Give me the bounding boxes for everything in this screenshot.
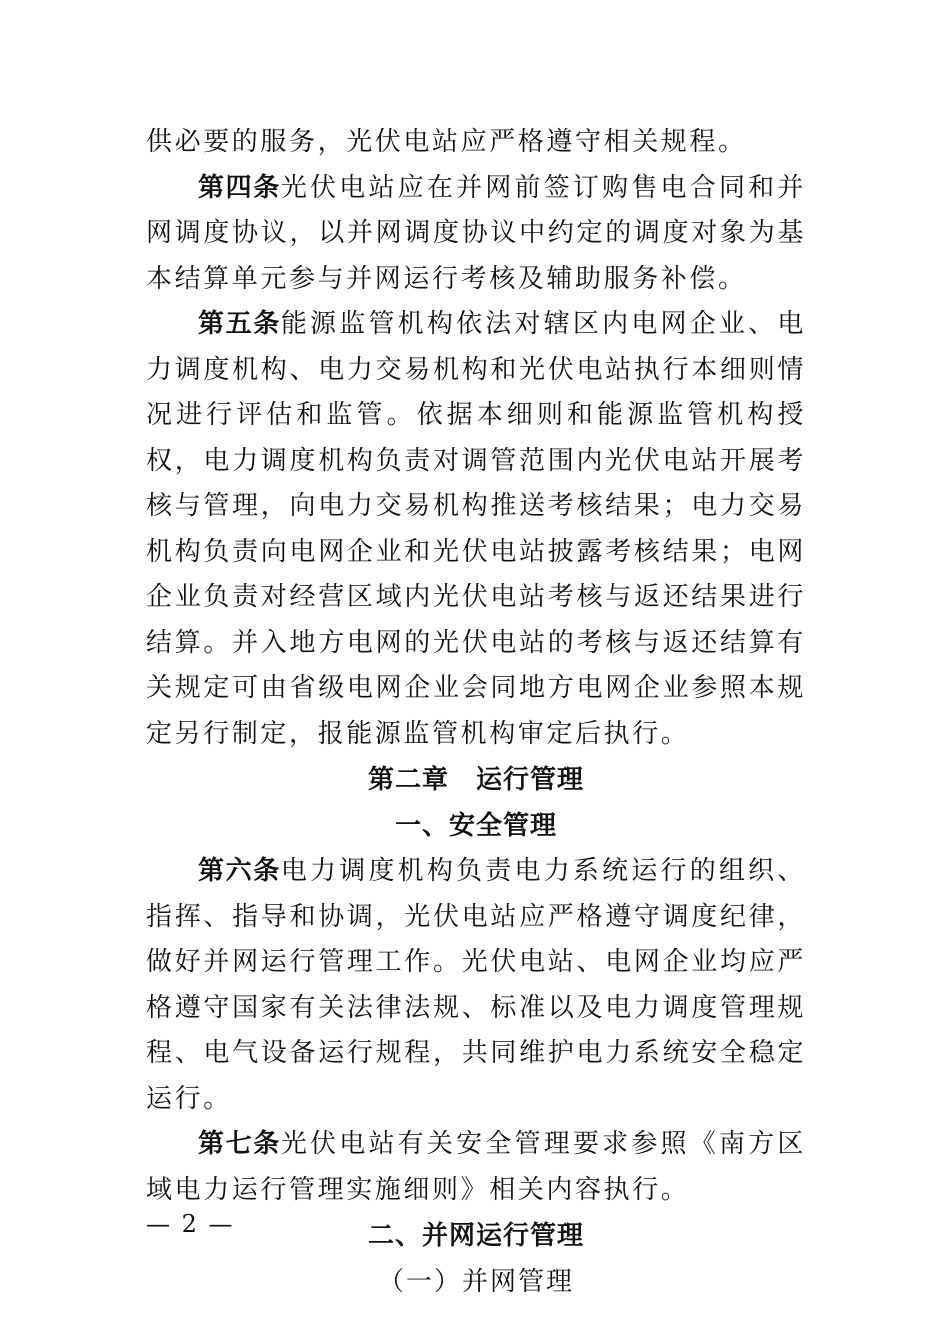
article-7: [146, 1122, 806, 1213]
article-6: [146, 849, 806, 1122]
article-5-lead: 第五条: [198, 309, 281, 339]
article-4-lead: 第四条: [198, 172, 281, 203]
article-7-lead: 第七条: [198, 1129, 281, 1159]
article-6-lead: 第六条: [198, 856, 281, 886]
article-6-text: 电力调度机构负责电力系统运行的组织、指挥、指导和协调，光伏电站应严格遵守调度纪律，做好并网运行管理工作。光伏电站、电网企业均应严格遵守国家有关法律法规、标准以及电力调度管理规程、电气设备运行规程，共同维护电力系统安全稳定运行。: [146, 856, 806, 1114]
section-heading-safety: 一、安全管理: [394, 811, 557, 841]
article-4-text: 光伏电站应在并网前签订购售电合同和并网调度协议，以并网调度协议中约定的调度对象为基本结算单元参与并网运行考核及辅助服务补偿。: [146, 172, 806, 294]
section-heading-grid-operation: 二、并网运行管理: [367, 1221, 584, 1251]
document-page: [146, 120, 806, 1305]
chapter-heading: 第二章 运行管理: [367, 765, 584, 795]
article-5: [146, 302, 806, 757]
paragraph-continuation: 供必要的服务，光伏电站应严格遵守相关规程。: [146, 127, 747, 157]
article-5-text: 能源监管机构依法对辖区内电网企业、电力调度机构、电力交易机构和光伏电站执行本细则情况进行评估和监管。依据本细则和能源监管机构授权，电力调度机构负责对调管范围内光伏电站开展考核与管理，向电力交易机构推送考核结果；电力交易机构负责向电网企业和光伏电站披露考核结果；电网企业负责对经营区域内光伏电站考核与返还结果进行结算。并入地方电网的光伏电站的考核与返还结算有关规定可由省级电网企业会同地方电网企业参照本规定另行制定，报能源监管机构审定后执行。: [146, 309, 806, 749]
page-number: — 2 —: [146, 1210, 235, 1238]
article-7-text: 光伏电站有关安全管理要求参照《南方区域电力运行管理实施细则》相关内容执行。: [146, 1129, 806, 1205]
article-4: [146, 166, 806, 303]
subsection-heading-grid-connection: （一）并网管理: [377, 1267, 574, 1297]
